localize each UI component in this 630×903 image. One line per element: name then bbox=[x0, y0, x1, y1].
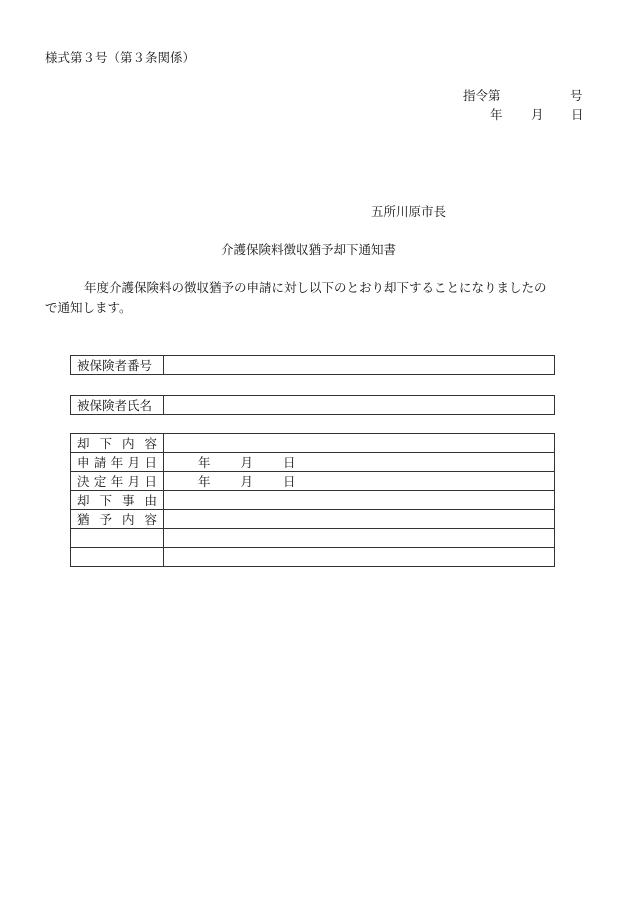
application-date-label bbox=[77, 453, 157, 471]
label-char: 予 bbox=[99, 512, 112, 527]
table-row bbox=[71, 453, 555, 472]
form-number: 様式第３号（第３条関係） bbox=[45, 50, 196, 65]
insured-number-label: 被保険者番号 bbox=[71, 356, 164, 375]
blank-field-cell[interactable] bbox=[164, 548, 555, 567]
application-date-month: 月 bbox=[240, 455, 254, 470]
deferment-content-label bbox=[77, 510, 157, 528]
label-char: 決 bbox=[77, 474, 90, 489]
label-char: 月 bbox=[127, 455, 141, 470]
blank-field-cell[interactable] bbox=[164, 529, 555, 548]
insured-number-table bbox=[70, 355, 555, 375]
decision-date-label bbox=[77, 472, 157, 490]
decision-date-day: 日 bbox=[283, 474, 296, 489]
label-char: 定 bbox=[93, 474, 107, 489]
table-row bbox=[71, 491, 555, 510]
label-char: 申 bbox=[77, 455, 90, 470]
body-line-2: で通知します。 bbox=[45, 300, 132, 315]
application-date-year: 年 bbox=[198, 455, 211, 470]
decision-date-field[interactable] bbox=[164, 472, 555, 491]
body-line-1: 年度介護保険料の徴収猶予の申請に対し以下のとおり却下することになりましたの bbox=[84, 280, 547, 295]
label-char: 下 bbox=[99, 493, 112, 508]
blank-label-cell bbox=[71, 529, 164, 548]
insured-name-table bbox=[70, 395, 555, 415]
decision-date-year: 年 bbox=[198, 474, 211, 489]
rejection-content-label bbox=[77, 434, 157, 452]
label-char: 内 bbox=[121, 436, 135, 451]
label-char: 月 bbox=[127, 474, 141, 489]
label-char: 由 bbox=[144, 493, 157, 508]
application-date-day: 日 bbox=[283, 455, 296, 470]
table-row bbox=[71, 472, 555, 491]
rejection-reason-field[interactable] bbox=[164, 491, 555, 510]
label-char: 日 bbox=[144, 455, 157, 470]
order-number-suffix: 号 bbox=[570, 88, 583, 103]
order-number-prefix: 指令第 bbox=[463, 88, 501, 103]
label-char: 容 bbox=[144, 512, 157, 527]
decision-date-month: 月 bbox=[240, 474, 254, 489]
table-row bbox=[71, 548, 555, 567]
label-char: 内 bbox=[121, 512, 135, 527]
label-char: 容 bbox=[144, 436, 157, 451]
label-char: 年 bbox=[110, 455, 124, 470]
blank-label-cell bbox=[71, 548, 164, 567]
label-char: 日 bbox=[144, 474, 157, 489]
rejection-details-table bbox=[70, 433, 555, 567]
table-row bbox=[71, 529, 555, 548]
date-year: 年 bbox=[490, 107, 503, 122]
label-char: 却 bbox=[77, 436, 90, 451]
table-row bbox=[71, 434, 555, 453]
label-char: 却 bbox=[77, 493, 90, 508]
label-char: 猶 bbox=[77, 512, 90, 527]
label-char: 事 bbox=[121, 493, 135, 508]
rejection-content-field[interactable] bbox=[164, 434, 555, 453]
issuer: 五所川原市長 bbox=[371, 204, 447, 219]
document-title: 介護保険料徴収猶予却下通知書 bbox=[221, 242, 397, 257]
insured-name-label: 被保険者氏名 bbox=[71, 396, 164, 415]
label-char: 年 bbox=[110, 474, 124, 489]
label-char: 請 bbox=[93, 455, 107, 470]
date-day: 日 bbox=[571, 107, 584, 122]
table-row bbox=[71, 510, 555, 529]
rejection-reason-label bbox=[77, 491, 157, 509]
insured-number-field[interactable] bbox=[164, 356, 555, 375]
date-month: 月 bbox=[531, 107, 544, 122]
deferment-content-field[interactable] bbox=[164, 510, 555, 529]
label-char: 下 bbox=[99, 436, 112, 451]
insured-name-field[interactable] bbox=[164, 396, 555, 415]
application-date-field[interactable] bbox=[164, 453, 555, 472]
